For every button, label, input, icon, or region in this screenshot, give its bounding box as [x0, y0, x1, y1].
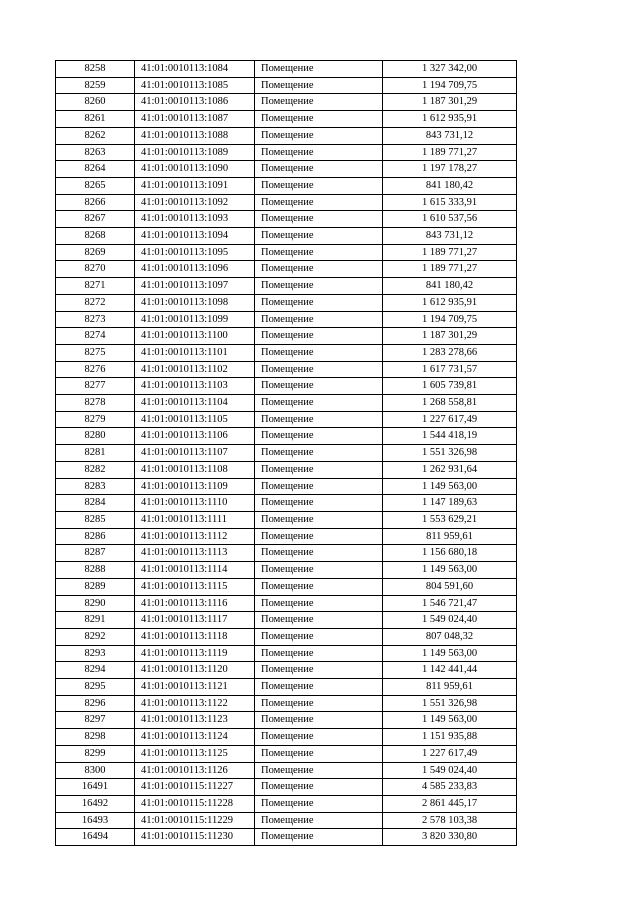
table-row	[56, 461, 517, 478]
cadastral-value-cell: 1 189 771,27	[383, 144, 517, 161]
cadastral-value-cell: 1 327 342,00	[383, 61, 517, 78]
row-number-cell: 16492	[56, 795, 135, 812]
object-type-cell: Помещение	[255, 194, 383, 211]
cadastral-number-cell: 41:01:0010113:1098	[135, 294, 255, 311]
cadastral-value-cell: 2 861 445,17	[383, 795, 517, 812]
table-row	[56, 94, 517, 111]
object-type-cell: Помещение	[255, 662, 383, 679]
object-type-cell: Помещение	[255, 311, 383, 328]
table-row	[56, 612, 517, 629]
row-number-cell: 8300	[56, 762, 135, 779]
table-row	[56, 562, 517, 579]
object-type-cell: Помещение	[255, 294, 383, 311]
cadastral-value-cell: 1 147 189,63	[383, 495, 517, 512]
table-row	[56, 328, 517, 345]
cadastral-value-cell: 807 048,32	[383, 628, 517, 645]
cadastral-value-cell: 1 194 709,75	[383, 77, 517, 94]
cadastral-number-cell: 41:01:0010113:1114	[135, 562, 255, 579]
cadastral-number-cell: 41:01:0010113:1099	[135, 311, 255, 328]
cadastral-number-cell: 41:01:0010113:1088	[135, 127, 255, 144]
cadastral-value-cell: 1 553 629,21	[383, 511, 517, 528]
cadastral-value-cell: 841 180,42	[383, 278, 517, 295]
row-number-cell: 8260	[56, 94, 135, 111]
object-type-cell: Помещение	[255, 545, 383, 562]
cadastral-number-cell: 41:01:0010113:1111	[135, 511, 255, 528]
cadastral-number-cell: 41:01:0010113:1120	[135, 662, 255, 679]
object-type-cell: Помещение	[255, 511, 383, 528]
object-type-cell: Помещение	[255, 211, 383, 228]
table-row	[56, 127, 517, 144]
object-type-cell: Помещение	[255, 445, 383, 462]
row-number-cell: 8277	[56, 378, 135, 395]
table-row	[56, 695, 517, 712]
row-number-cell: 8259	[56, 77, 135, 94]
row-number-cell: 8268	[56, 228, 135, 245]
table-row	[56, 729, 517, 746]
table-row	[56, 445, 517, 462]
row-number-cell: 8265	[56, 177, 135, 194]
object-type-cell: Помещение	[255, 461, 383, 478]
cadastral-number-cell: 41:01:0010113:1113	[135, 545, 255, 562]
row-number-cell: 16493	[56, 812, 135, 829]
cadastral-value-cell: 1 142 441,44	[383, 662, 517, 679]
cadastral-number-cell: 41:01:0010113:1096	[135, 261, 255, 278]
cadastral-value-cell: 1 197 178,27	[383, 161, 517, 178]
row-number-cell: 8298	[56, 729, 135, 746]
object-type-cell: Помещение	[255, 161, 383, 178]
cadastral-value-cell: 1 227 617,49	[383, 745, 517, 762]
cadastral-value-cell: 1 189 771,27	[383, 244, 517, 261]
cadastral-value-cell: 1 187 301,29	[383, 328, 517, 345]
cadastral-value-cell: 1 549 024,40	[383, 612, 517, 629]
cadastral-number-cell: 41:01:0010113:1101	[135, 344, 255, 361]
row-number-cell: 8296	[56, 695, 135, 712]
cadastral-number-cell: 41:01:0010113:1117	[135, 612, 255, 629]
object-type-cell: Помещение	[255, 795, 383, 812]
row-number-cell: 8291	[56, 612, 135, 629]
row-number-cell: 8293	[56, 645, 135, 662]
row-number-cell: 8299	[56, 745, 135, 762]
cadastral-number-cell: 41:01:0010113:1103	[135, 378, 255, 395]
table-row	[56, 361, 517, 378]
cadastral-number-cell: 41:01:0010113:1107	[135, 445, 255, 462]
object-type-cell: Помещение	[255, 177, 383, 194]
object-type-cell: Помещение	[255, 77, 383, 94]
row-number-cell: 8297	[56, 712, 135, 729]
table-row	[56, 411, 517, 428]
cadastral-number-cell: 41:01:0010113:1090	[135, 161, 255, 178]
cadastral-number-cell: 41:01:0010113:1109	[135, 478, 255, 495]
table-row	[56, 779, 517, 796]
cadastral-value-cell: 811 959,61	[383, 679, 517, 696]
row-number-cell: 8273	[56, 311, 135, 328]
row-number-cell: 8258	[56, 61, 135, 78]
object-type-cell: Помещение	[255, 528, 383, 545]
cadastral-value-cell: 1 544 418,19	[383, 428, 517, 445]
table-row	[56, 294, 517, 311]
object-type-cell: Помещение	[255, 712, 383, 729]
cadastral-value-cell: 1 187 301,29	[383, 94, 517, 111]
object-type-cell: Помещение	[255, 395, 383, 412]
object-type-cell: Помещение	[255, 127, 383, 144]
table-row	[56, 61, 517, 78]
cadastral-number-cell: 41:01:0010113:1108	[135, 461, 255, 478]
cadastral-value-cell: 1 612 935,91	[383, 111, 517, 128]
cadastral-value-cell: 1 156 680,18	[383, 545, 517, 562]
row-number-cell: 8271	[56, 278, 135, 295]
cadastral-value-table	[55, 60, 517, 846]
object-type-cell: Помещение	[255, 428, 383, 445]
row-number-cell: 8269	[56, 244, 135, 261]
table-row	[56, 144, 517, 161]
cadastral-number-cell: 41:01:0010113:1094	[135, 228, 255, 245]
cadastral-number-cell: 41:01:0010113:1086	[135, 94, 255, 111]
row-number-cell: 8282	[56, 461, 135, 478]
table-row	[56, 712, 517, 729]
cadastral-number-cell: 41:01:0010113:1118	[135, 628, 255, 645]
table-row	[56, 511, 517, 528]
table-row	[56, 378, 517, 395]
cadastral-value-cell: 804 591,60	[383, 578, 517, 595]
cadastral-value-cell: 1 149 563,00	[383, 712, 517, 729]
object-type-cell: Помещение	[255, 411, 383, 428]
table-row	[56, 812, 517, 829]
table-row	[56, 478, 517, 495]
row-number-cell: 8283	[56, 478, 135, 495]
row-number-cell: 8287	[56, 545, 135, 562]
object-type-cell: Помещение	[255, 628, 383, 645]
cadastral-value-cell: 1 189 771,27	[383, 261, 517, 278]
cadastral-number-cell: 41:01:0010113:1092	[135, 194, 255, 211]
cadastral-number-cell: 41:01:0010113:1116	[135, 595, 255, 612]
row-number-cell: 8276	[56, 361, 135, 378]
table-row	[56, 395, 517, 412]
cadastral-number-cell: 41:01:0010113:1097	[135, 278, 255, 295]
cadastral-number-cell: 41:01:0010113:1121	[135, 679, 255, 696]
cadastral-number-cell: 41:01:0010113:1124	[135, 729, 255, 746]
table-row	[56, 762, 517, 779]
row-number-cell: 8285	[56, 511, 135, 528]
table-row	[56, 244, 517, 261]
table-row	[56, 194, 517, 211]
cadastral-value-cell: 1 149 563,00	[383, 478, 517, 495]
cadastral-value-cell: 1 612 935,91	[383, 294, 517, 311]
row-number-cell: 8278	[56, 395, 135, 412]
object-type-cell: Помещение	[255, 812, 383, 829]
row-number-cell: 16491	[56, 779, 135, 796]
row-number-cell: 8289	[56, 578, 135, 595]
table-row	[56, 545, 517, 562]
cadastral-value-cell: 1 227 617,49	[383, 411, 517, 428]
table-row	[56, 495, 517, 512]
cadastral-number-cell: 41:01:0010113:1126	[135, 762, 255, 779]
cadastral-number-cell: 41:01:0010113:1115	[135, 578, 255, 595]
table-row	[56, 344, 517, 361]
cadastral-value-cell: 843 731,12	[383, 228, 517, 245]
table-row	[56, 528, 517, 545]
table-row	[56, 428, 517, 445]
object-type-cell: Помещение	[255, 595, 383, 612]
object-type-cell: Помещение	[255, 679, 383, 696]
row-number-cell: 8279	[56, 411, 135, 428]
row-number-cell: 8280	[56, 428, 135, 445]
table-row	[56, 228, 517, 245]
cadastral-value-cell: 1 268 558,81	[383, 395, 517, 412]
cadastral-value-cell: 841 180,42	[383, 177, 517, 194]
cadastral-value-cell: 3 820 330,80	[383, 829, 517, 846]
cadastral-value-cell: 1 151 935,88	[383, 729, 517, 746]
cadastral-number-cell: 41:01:0010113:1106	[135, 428, 255, 445]
table-row	[56, 177, 517, 194]
cadastral-number-cell: 41:01:0010113:1095	[135, 244, 255, 261]
cadastral-number-cell: 41:01:0010115:11228	[135, 795, 255, 812]
row-number-cell: 8294	[56, 662, 135, 679]
table-row	[56, 261, 517, 278]
object-type-cell: Помещение	[255, 344, 383, 361]
object-type-cell: Помещение	[255, 695, 383, 712]
object-type-cell: Помещение	[255, 612, 383, 629]
object-type-cell: Помещение	[255, 829, 383, 846]
cadastral-number-cell: 41:01:0010113:1091	[135, 177, 255, 194]
row-number-cell: 8292	[56, 628, 135, 645]
object-type-cell: Помещение	[255, 94, 383, 111]
object-type-cell: Помещение	[255, 144, 383, 161]
cadastral-value-cell: 1 149 563,00	[383, 645, 517, 662]
row-number-cell: 16494	[56, 829, 135, 846]
object-type-cell: Помещение	[255, 261, 383, 278]
table-row	[56, 679, 517, 696]
row-number-cell: 8267	[56, 211, 135, 228]
cadastral-number-cell: 41:01:0010115:11227	[135, 779, 255, 796]
cadastral-number-cell: 41:01:0010113:1119	[135, 645, 255, 662]
cadastral-value-cell: 1 194 709,75	[383, 311, 517, 328]
row-number-cell: 8266	[56, 194, 135, 211]
table-row	[56, 628, 517, 645]
row-number-cell: 8272	[56, 294, 135, 311]
object-type-cell: Помещение	[255, 578, 383, 595]
cadastral-number-cell: 41:01:0010115:11230	[135, 829, 255, 846]
row-number-cell: 8284	[56, 495, 135, 512]
table-row	[56, 745, 517, 762]
table-row	[56, 578, 517, 595]
object-type-cell: Помещение	[255, 729, 383, 746]
row-number-cell: 8288	[56, 562, 135, 579]
cadastral-number-cell: 41:01:0010113:1085	[135, 77, 255, 94]
row-number-cell: 8281	[56, 445, 135, 462]
row-number-cell: 8290	[56, 595, 135, 612]
table-row	[56, 278, 517, 295]
cadastral-number-cell: 41:01:0010113:1105	[135, 411, 255, 428]
object-type-cell: Помещение	[255, 562, 383, 579]
row-number-cell: 8263	[56, 144, 135, 161]
row-number-cell: 8286	[56, 528, 135, 545]
object-type-cell: Помещение	[255, 378, 383, 395]
row-number-cell: 8295	[56, 679, 135, 696]
table-body	[56, 61, 517, 846]
cadastral-number-cell: 41:01:0010113:1122	[135, 695, 255, 712]
cadastral-number-cell: 41:01:0010113:1102	[135, 361, 255, 378]
cadastral-number-cell: 41:01:0010113:1089	[135, 144, 255, 161]
cadastral-value-cell: 1 610 537,56	[383, 211, 517, 228]
object-type-cell: Помещение	[255, 278, 383, 295]
cadastral-value-cell: 1 546 721,47	[383, 595, 517, 612]
cadastral-value-cell: 1 551 326,98	[383, 695, 517, 712]
table-row	[56, 161, 517, 178]
row-number-cell: 8264	[56, 161, 135, 178]
table-row	[56, 111, 517, 128]
cadastral-value-cell: 1 615 333,91	[383, 194, 517, 211]
row-number-cell: 8274	[56, 328, 135, 345]
cadastral-number-cell: 41:01:0010113:1112	[135, 528, 255, 545]
cadastral-number-cell: 41:01:0010113:1100	[135, 328, 255, 345]
cadastral-number-cell: 41:01:0010113:1087	[135, 111, 255, 128]
cadastral-value-cell: 811 959,61	[383, 528, 517, 545]
cadastral-number-cell: 41:01:0010113:1125	[135, 745, 255, 762]
cadastral-number-cell: 41:01:0010115:11229	[135, 812, 255, 829]
cadastral-value-cell: 1 149 563,00	[383, 562, 517, 579]
row-number-cell: 8262	[56, 127, 135, 144]
cadastral-value-cell: 1 551 326,98	[383, 445, 517, 462]
cadastral-number-cell: 41:01:0010113:1104	[135, 395, 255, 412]
cadastral-value-cell: 1 605 739,81	[383, 378, 517, 395]
table-row	[56, 795, 517, 812]
table-row	[56, 311, 517, 328]
object-type-cell: Помещение	[255, 762, 383, 779]
cadastral-value-cell: 1 549 024,40	[383, 762, 517, 779]
cadastral-number-cell: 41:01:0010113:1084	[135, 61, 255, 78]
cadastral-value-cell: 1 262 931,64	[383, 461, 517, 478]
row-number-cell: 8270	[56, 261, 135, 278]
table-row	[56, 645, 517, 662]
row-number-cell: 8275	[56, 344, 135, 361]
cadastral-value-cell: 843 731,12	[383, 127, 517, 144]
object-type-cell: Помещение	[255, 111, 383, 128]
cadastral-number-cell: 41:01:0010113:1110	[135, 495, 255, 512]
table-row	[56, 77, 517, 94]
cadastral-number-cell: 41:01:0010113:1093	[135, 211, 255, 228]
object-type-cell: Помещение	[255, 495, 383, 512]
object-type-cell: Помещение	[255, 61, 383, 78]
cadastral-value-cell: 4 585 233,83	[383, 779, 517, 796]
object-type-cell: Помещение	[255, 478, 383, 495]
object-type-cell: Помещение	[255, 779, 383, 796]
cadastral-value-cell: 1 617 731,57	[383, 361, 517, 378]
row-number-cell: 8261	[56, 111, 135, 128]
cadastral-number-cell: 41:01:0010113:1123	[135, 712, 255, 729]
table-row	[56, 829, 517, 846]
cadastral-value-cell: 2 578 103,38	[383, 812, 517, 829]
object-type-cell: Помещение	[255, 645, 383, 662]
object-type-cell: Помещение	[255, 361, 383, 378]
table-row	[56, 595, 517, 612]
object-type-cell: Помещение	[255, 228, 383, 245]
object-type-cell: Помещение	[255, 328, 383, 345]
object-type-cell: Помещение	[255, 745, 383, 762]
table-row	[56, 662, 517, 679]
object-type-cell: Помещение	[255, 244, 383, 261]
table-row	[56, 211, 517, 228]
cadastral-value-cell: 1 283 278,66	[383, 344, 517, 361]
